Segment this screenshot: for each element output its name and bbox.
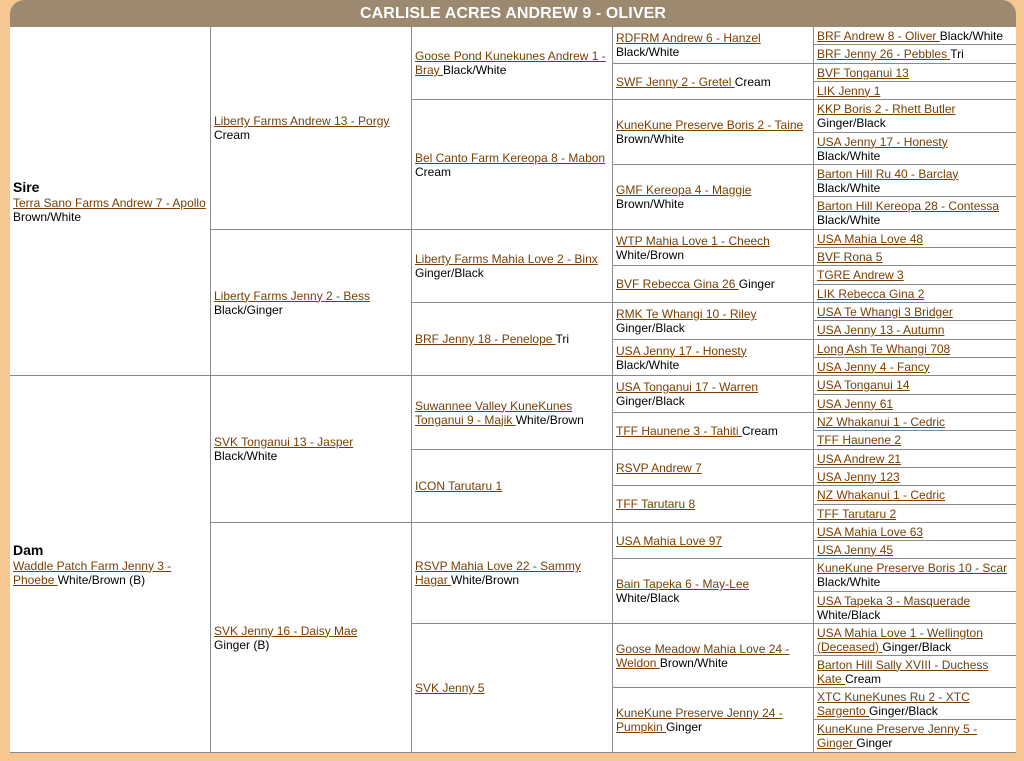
animal-link[interactable]: TFF Haunene 3 - Tahiti — [616, 424, 742, 438]
animal-link[interactable]: USA Jenny 45 — [817, 542, 894, 557]
pedigree-cell-gen3 — [412, 27, 613, 100]
cell-content — [616, 577, 810, 605]
animal-link[interactable]: USA Mahia Love 1 - Wellington (Deceased) — [817, 625, 983, 654]
pedigree-cell-gen5 — [814, 688, 1016, 720]
animal-link[interactable]: USA Jenny 17 - Honesty — [817, 134, 948, 149]
animal-color: Cream — [741, 424, 778, 438]
animal-link[interactable]: USA Tonganui 14 — [817, 378, 910, 392]
pedigree-cell-gen5 — [814, 64, 1016, 82]
pedigree-cell-gen2 — [211, 230, 412, 376]
animal-link[interactable]: Liberty Farms Jenny 2 - Bess — [214, 288, 371, 303]
cell-content — [817, 29, 1013, 43]
animal-link[interactable]: Barton Hill Kereopa 28 - Contessa — [817, 199, 1000, 213]
animal-link[interactable]: TFF Haunene 2 — [817, 433, 902, 447]
animal-link[interactable]: BVF Rona 5 — [817, 249, 883, 264]
pedigree-cell-gen2 — [211, 523, 412, 753]
animal-color: Black/Ginger — [214, 302, 283, 317]
cell-content — [817, 415, 1013, 429]
animal-link[interactable]: SVK Tonganui 13 - Jasper — [214, 435, 354, 449]
animal-link[interactable]: USA Mahia Love 97 — [616, 533, 723, 548]
pedigree-cell-gen5 — [814, 133, 1016, 165]
pedigree-cell-gen5 — [814, 197, 1016, 230]
animal-color: Black/White — [443, 63, 507, 77]
cell-content — [817, 722, 1013, 750]
animal-link[interactable]: Long Ash Te Whangi 708 — [817, 341, 951, 356]
pedigree-cell-gen4 — [613, 559, 814, 624]
cell-content — [13, 179, 207, 224]
animal-color: Cream — [415, 164, 452, 179]
cell-content — [817, 594, 1013, 622]
animal-link[interactable]: Suwannee Valley KuneKunes Tonganui 9 - Majik — [415, 398, 573, 427]
pedigree-cell-gen1 — [10, 27, 211, 376]
cell-content — [415, 252, 609, 280]
cell-content — [415, 151, 609, 179]
animal-link[interactable]: KuneKune Preserve Boris 10 - Scar — [817, 561, 1008, 575]
pedigree-cell-gen3 — [412, 303, 613, 376]
animal-color: Tri — [555, 332, 570, 346]
animal-link[interactable]: WTP Mahia Love 1 - Cheech — [616, 233, 770, 248]
cell-content — [616, 642, 810, 670]
pedigree-cell-gen5 — [814, 100, 1016, 133]
pedigree-cell-gen4 — [613, 165, 814, 230]
pedigree-cell-gen4 — [613, 340, 814, 376]
cell-content — [817, 342, 1013, 356]
animal-link[interactable]: GMF Kereopa 4 - Maggie — [616, 183, 752, 197]
cell-content — [214, 624, 408, 652]
cell-content — [817, 66, 1013, 80]
pedigree-cell-gen4 — [613, 688, 814, 753]
animal-link[interactable]: BRF Jenny 18 - Penelope — [415, 332, 556, 346]
cell-content — [616, 380, 810, 408]
pedigree-cell-gen5 — [814, 27, 1016, 45]
pedigree-cell-gen4 — [613, 624, 814, 688]
pedigree-frame — [10, 0, 1016, 753]
cell-content — [214, 289, 408, 317]
pedigree-title: CARLISLE ACRES ANDREW 9 - OLIVER — [10, 0, 1016, 27]
pedigree-cell-gen5 — [814, 486, 1016, 505]
pedigree-cell-gen5 — [814, 624, 1016, 656]
animal-link[interactable]: USA Jenny 123 — [817, 469, 900, 484]
cell-content — [817, 232, 1013, 246]
parent-heading: Sire — [13, 178, 40, 195]
animal-link[interactable]: KuneKune Preserve Jenny 5 - Ginger — [817, 722, 978, 750]
animal-link[interactable]: USA Jenny 61 — [817, 396, 894, 411]
animal-link[interactable]: USA Jenny 13 - Autumn — [817, 323, 945, 337]
pedigree-cell-gen5 — [814, 395, 1016, 413]
cell-content — [616, 706, 810, 734]
cell-content — [817, 268, 1013, 282]
animal-link[interactable]: USA Jenny 4 - Fancy — [817, 359, 930, 374]
pedigree-cell-gen3 — [412, 624, 613, 753]
cell-content — [817, 47, 1013, 61]
animal-color: Tri — [950, 47, 964, 61]
pedigree-cell-gen3 — [412, 376, 613, 450]
animal-link[interactable]: USA Andrew 21 — [817, 451, 902, 466]
parent-heading: Dam — [13, 541, 44, 558]
cell-content — [817, 525, 1013, 539]
animal-link[interactable]: TFF Tarutaru 8 — [616, 497, 696, 511]
cell-content — [415, 559, 609, 587]
cell-content — [817, 626, 1013, 654]
animal-color: Ginger (B) — [214, 637, 270, 652]
cell-content — [13, 542, 207, 587]
animal-color: White/Black — [817, 607, 881, 622]
cell-content — [415, 49, 609, 77]
animal-link[interactable]: XTC KuneKunes Ru 2 - XTC Sargento — [817, 689, 970, 718]
animal-link[interactable]: TGRE Andrew 3 — [817, 268, 904, 282]
pedigree-cell-gen5 — [814, 248, 1016, 266]
animal-color: Black/White — [817, 180, 881, 195]
animal-color: Ginger/Black — [616, 394, 685, 408]
pedigree-cell-gen5 — [814, 505, 1016, 523]
pedigree-cell-gen4 — [613, 486, 814, 523]
cell-content — [817, 102, 1013, 130]
animal-link[interactable]: RDFRM Andrew 6 - Hanzel — [616, 31, 761, 45]
animal-link[interactable]: ICON Tarutaru 1 — [415, 479, 503, 493]
animal-link[interactable]: KuneKune Preserve Boris 2 - Taine — [616, 118, 804, 132]
cell-content — [616, 497, 810, 511]
cell-content — [616, 31, 810, 59]
animal-link[interactable]: NZ Whakanui 1 - Cedric — [817, 488, 946, 502]
pedigree-cell-gen5 — [814, 358, 1016, 376]
animal-link[interactable]: RSVP Mahia Love 22 - Sammy Hagar — [415, 559, 581, 587]
animal-link[interactable]: Bel Canto Farm Kereopa 8 - Mabon — [415, 150, 606, 165]
pedigree-cell-gen5 — [814, 303, 1016, 321]
animal-link[interactable]: BRF Jenny 26 - Pebbles — [817, 47, 951, 61]
pedigree-cell-gen4 — [613, 376, 814, 413]
pedigree-cell-gen3 — [412, 523, 613, 624]
animal-link[interactable]: USA Te Whangi 3 Bridger — [817, 304, 953, 319]
cell-content — [817, 433, 1013, 447]
animal-link[interactable]: KKP Boris 2 - Rhett Butler — [817, 102, 956, 116]
animal-link[interactable]: USA Mahia Love 48 — [817, 231, 924, 246]
cell-content — [616, 461, 810, 475]
cell-content — [214, 114, 408, 142]
pedigree-cell-gen3 — [412, 450, 613, 523]
pedigree-cell-gen4 — [613, 230, 814, 266]
cell-content — [817, 470, 1013, 484]
animal-color: Ginger — [738, 277, 775, 291]
animal-link[interactable]: Liberty Farms Andrew 13 - Porgy — [214, 114, 390, 128]
pedigree-cell-gen5 — [814, 321, 1016, 340]
animal-link[interactable]: RSVP Andrew 7 — [616, 460, 702, 475]
cell-content — [817, 84, 1013, 98]
cell-content — [616, 75, 810, 89]
animal-color: Ginger — [666, 720, 703, 734]
animal-link[interactable]: RMK Te Whangi 10 - Riley — [616, 307, 757, 321]
animal-color: Ginger/Black — [882, 639, 952, 654]
pedigree-cell-gen1 — [10, 376, 211, 753]
pedigree-cell-gen5 — [814, 230, 1016, 248]
cell-content — [817, 360, 1013, 374]
cell-content — [616, 307, 810, 335]
animal-color: Black/White — [939, 28, 1004, 43]
pedigree-cell-gen5 — [814, 45, 1016, 64]
animal-color: Ginger/Black — [415, 266, 484, 280]
cell-content — [817, 507, 1013, 521]
pedigree-cell-gen3 — [412, 100, 613, 230]
animal-link[interactable]: BVF Tonganui 13 — [817, 65, 909, 80]
cell-content — [616, 234, 810, 262]
cell-content — [817, 452, 1013, 466]
animal-link[interactable]: USA Tonganui 17 - Warren — [616, 380, 759, 394]
cell-content — [817, 135, 1013, 163]
pedigree-cell-gen5 — [814, 431, 1016, 450]
animal-link[interactable]: LIK Rebecca Gina 2 — [817, 286, 925, 301]
animal-color: Brown/White — [659, 655, 728, 670]
pedigree-cell-gen5 — [814, 82, 1016, 100]
pedigree-cell-gen3 — [412, 230, 613, 303]
animal-link[interactable]: BVF Rebecca Gina 26 — [616, 277, 739, 291]
pedigree-cell-gen5 — [814, 523, 1016, 541]
pedigree-cell-gen2 — [211, 376, 412, 523]
cell-content — [817, 250, 1013, 264]
pedigree-cell-gen4 — [613, 64, 814, 100]
animal-color: Cream — [214, 128, 251, 142]
pedigree-cell-gen4 — [613, 100, 814, 165]
animal-color: Black/White — [214, 449, 278, 463]
animal-link[interactable]: Terra Sano Farms Andrew 7 - Apollo — [13, 195, 206, 210]
pedigree-cell-gen5 — [814, 266, 1016, 285]
animal-color: Brown/White — [13, 209, 82, 224]
pedigree-cell-gen4 — [613, 27, 814, 64]
animal-link[interactable]: USA Mahia Love 63 — [817, 524, 924, 539]
cell-content — [817, 305, 1013, 319]
animal-color: Ginger/Black — [817, 116, 886, 130]
pedigree-cell-gen5 — [814, 165, 1016, 197]
animal-link[interactable]: TFF Tarutaru 2 — [817, 506, 897, 521]
animal-color: Ginger/Black — [869, 703, 938, 718]
animal-color: Black/White — [616, 357, 680, 372]
animal-color: Cream — [734, 74, 771, 89]
cell-content — [817, 658, 1013, 686]
cell-content — [616, 118, 810, 146]
cell-content — [817, 543, 1013, 557]
cell-content — [415, 681, 609, 695]
cell-content — [817, 199, 1013, 227]
animal-link[interactable]: SVK Jenny 5 — [415, 681, 485, 695]
cell-content — [415, 479, 609, 493]
animal-color: Black/White — [817, 213, 881, 227]
cell-content — [616, 183, 810, 211]
cell-content — [415, 332, 609, 346]
animal-color: Black/White — [817, 148, 881, 163]
animal-link[interactable]: BRF Andrew 8 - Oliver — [817, 28, 940, 43]
animal-link[interactable]: NZ Whakanui 1 - Cedric — [817, 414, 946, 429]
animal-link[interactable]: SVK Jenny 16 - Daisy Mae — [214, 623, 358, 638]
animal-color: Brown/White — [616, 197, 685, 211]
pedigree-cell-gen5 — [814, 720, 1016, 753]
pedigree-cell-gen5 — [814, 413, 1016, 431]
cell-content — [817, 167, 1013, 195]
animal-link[interactable]: Barton Hill Sally XVIII - Duchess Kate — [817, 657, 989, 686]
cell-content — [817, 287, 1013, 301]
cell-content — [415, 399, 609, 427]
animal-color: Black/White — [817, 575, 881, 589]
animal-link[interactable]: Barton Hill Ru 40 - Barclay — [817, 166, 959, 181]
cell-content — [817, 561, 1013, 589]
cell-content — [817, 397, 1013, 411]
animal-color: Ginger — [856, 736, 893, 750]
pedigree-cell-gen4 — [613, 266, 814, 303]
animal-color: White/Brown — [451, 573, 520, 587]
pedigree-cell-gen4 — [613, 303, 814, 340]
pedigree-cell-gen5 — [814, 450, 1016, 468]
animal-color: Cream — [845, 671, 882, 686]
pedigree-cell-gen5 — [814, 656, 1016, 688]
cell-content — [214, 435, 408, 463]
animal-link[interactable]: USA Jenny 17 - Honesty — [616, 343, 747, 358]
animal-color: White/Black — [616, 591, 680, 605]
pedigree-cell-gen5 — [814, 285, 1016, 303]
cell-content — [817, 323, 1013, 337]
animal-color: Brown/White — [616, 132, 685, 146]
pedigree-cell-gen5 — [814, 541, 1016, 559]
animal-link[interactable]: KuneKune Preserve Jenny 24 - Pumpkin — [616, 706, 783, 734]
cell-content — [616, 424, 810, 438]
cell-content — [817, 488, 1013, 502]
animal-link[interactable]: Goose Pond Kunekunes Andrew 1 - Bray — [415, 49, 606, 77]
animal-color: Black/White — [616, 45, 680, 59]
animal-link[interactable]: SWF Jenny 2 - Gretel — [616, 74, 735, 89]
pedigree-cell-gen2 — [211, 27, 412, 230]
pedigree-cell-gen4 — [613, 523, 814, 559]
pedigree-cell-gen5 — [814, 559, 1016, 592]
cell-content — [616, 344, 810, 372]
pedigree-cell-gen5 — [814, 468, 1016, 486]
cell-content — [616, 277, 810, 291]
animal-link[interactable]: Liberty Farms Mahia Love 2 - Binx — [415, 252, 598, 266]
cell-content — [616, 534, 810, 548]
animal-color: White/Brown — [515, 412, 584, 427]
pedigree-cell-gen5 — [814, 376, 1016, 395]
cell-content — [817, 378, 1013, 392]
pedigree-cell-gen4 — [613, 450, 814, 486]
animal-color: White/Brown — [616, 247, 685, 262]
animal-color: Ginger/Black — [616, 321, 685, 335]
animal-link[interactable]: Waddle Patch Farm Jenny 3 - Phoebe — [13, 558, 172, 587]
animal-link[interactable]: Goose Meadow Mahia Love 24 - Weldon — [616, 641, 790, 670]
animal-link[interactable]: LIK Jenny 1 — [817, 83, 881, 98]
pedigree-cell-gen5 — [814, 340, 1016, 358]
pedigree-cell-gen4 — [613, 413, 814, 450]
animal-link[interactable]: Bain Tapeka 6 - May-Lee — [616, 577, 750, 591]
animal-link[interactable]: USA Tapeka 3 - Masquerade — [817, 593, 971, 608]
animal-color: White/Brown (B) — [57, 572, 146, 587]
cell-content — [817, 690, 1013, 718]
pedigree-cell-gen5 — [814, 592, 1016, 624]
